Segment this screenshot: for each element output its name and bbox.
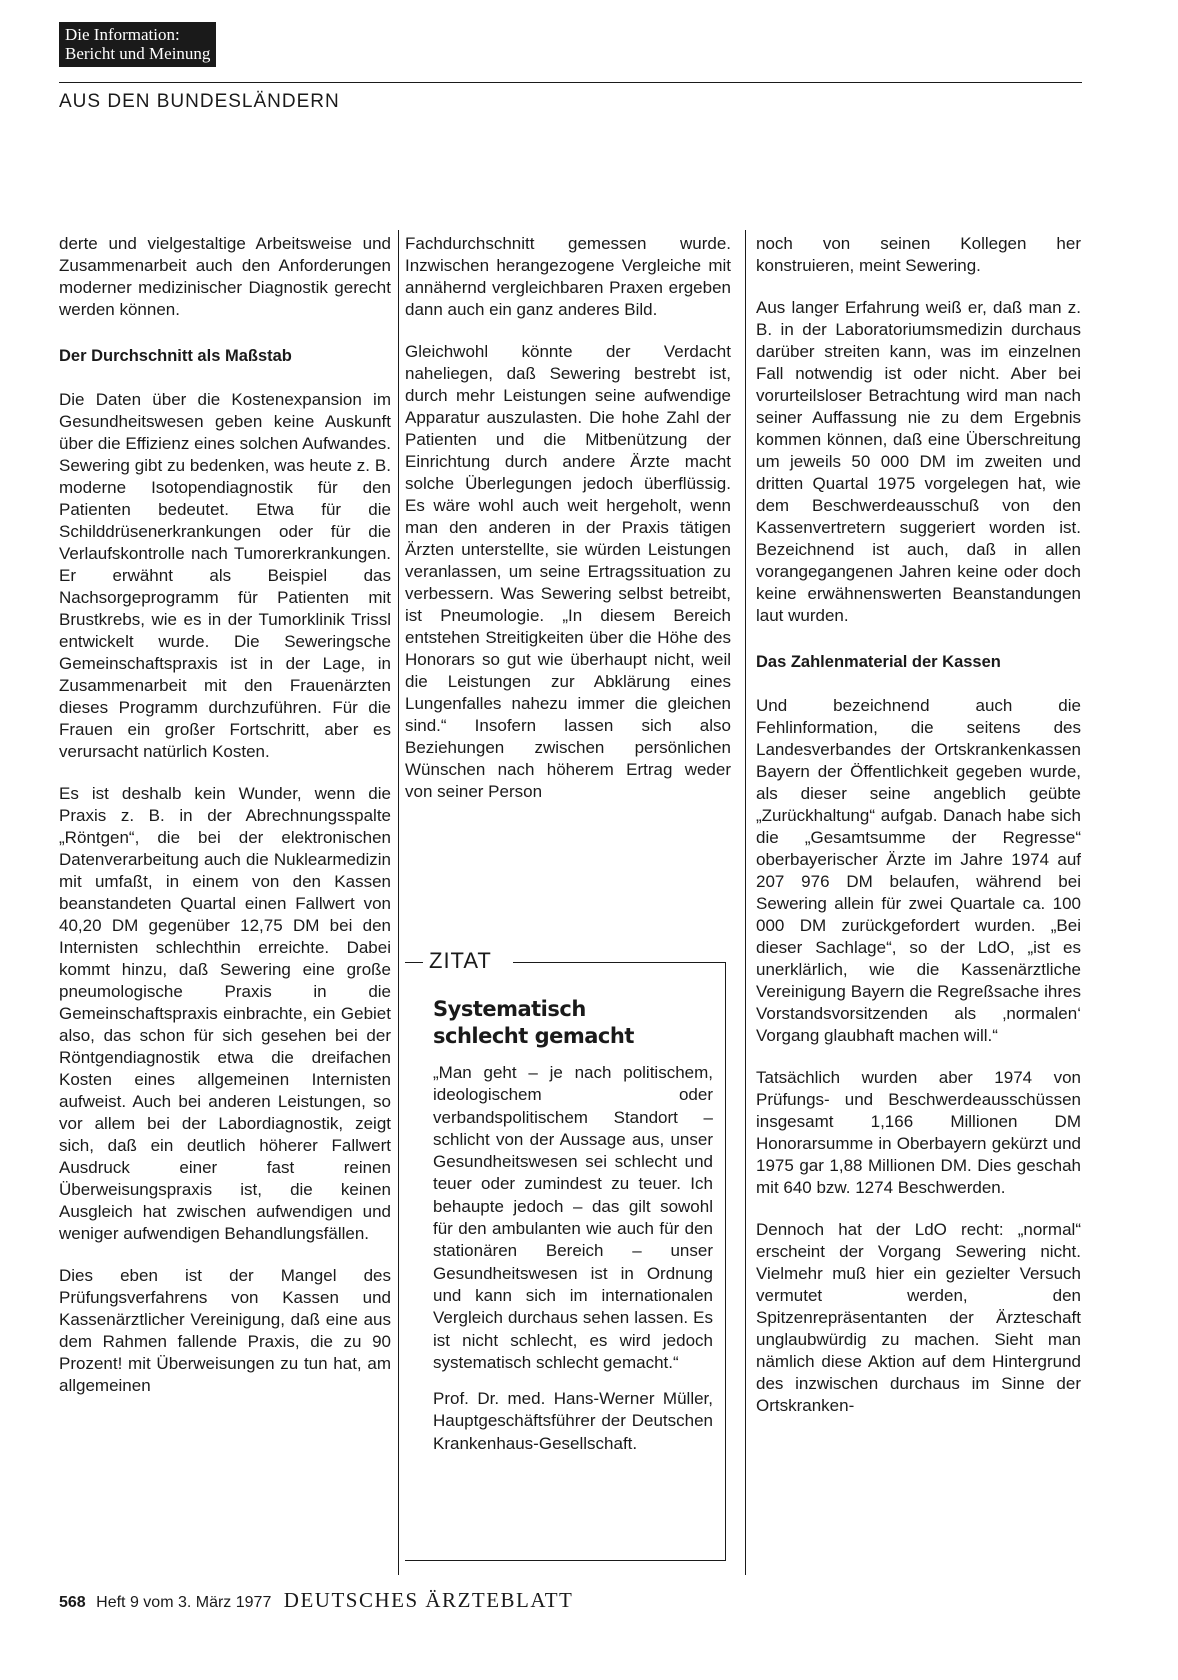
brand-line-1: Die Information: xyxy=(65,25,180,44)
paragraph: Gleichwohl könnte der Verdacht naheliegen, daß Sewering bestrebt ist, durch mehr Leistungen seine aufwendige Apparatur auszulasten. Die hohe Zahl der Patienten und die Mitbenützung der Einrichtung durch andere Ärzte macht solche Überlegungen jedoch überflüssig. Es wäre wohl auch weit hergeholt, wenn man den anderen in der Praxis tätigen Ärzten unterstellte, sie würden Leistungen veranlassen, um seine Ertragssituation zu verbessern. Was Sewering selbst betreibt, ist Pneumologie. „In diesem Bereich entstehen Streitigkeiten über die Höhe des Honorars so gut wie überhaupt nicht, weil die Leistungen zur Abklärung eines Lungenfalles nahezu immer die gleichen sind.“ Insofern lassen sich also Beziehungen zwischen persönlichen Wünschen nach höherem Ertrag weder von seiner Person xyxy=(405,342,731,801)
article-column-1 xyxy=(59,233,391,1417)
column-divider xyxy=(398,230,399,1575)
section-heading: AUS DEN BUNDESLÄNDERN xyxy=(59,91,340,112)
quote-label-text: ZITAT xyxy=(429,948,492,973)
issue-info: Heft 9 vom 3. März 1977 xyxy=(96,1594,272,1611)
paragraph: Dies eben ist der Mangel des Prüfungsverfahrens von Kassen und Kassenärztlicher Vereinigung, daß eine aus dem Rahmen fallende Praxis, die zu 90 Prozent! mit Überweisungen zu tun hat, am allgemeinen xyxy=(59,1266,391,1395)
paragraph: Dennoch hat der LdO recht: „normal“ erscheint der Vorgang Sewering nicht. Vielmehr muß hier ein gezielter Versuch vermutet werden, den Spitzenrepräsentanten der Ärzteschaft unglaubwürdig zu machen. Sieht man nämlich diese Aktion auf dem Hintergrund des inzwischen durchaus im Sinne der Ortskranken- xyxy=(756,1220,1081,1415)
paragraph: Es ist deshalb kein Wunder, wenn die Praxis z. B. in der Abrechnungsspalte „Röntgen“, die bei der elektronischen Datenverarbeitung auch die Nuklearmedizin mit umfaßt, in einem von den Kassen beanstandeten Quartal einen Fallwert von 40,20 DM gegenüber 12,75 DM bei den Internisten schlechthin erreichte. Dabei kommt hinzu, daß Sewering eine große pneumologische Praxis in die Gemeinschaftspraxis einbrachte, ein Gebiet also, das schon für sich gesehen bei der Röntgendiagnostik etwa die dreifachen Kosten eines allgemeinen Internisten aufweist. Auch bei anderen Leistungen, so vor allem bei der Labordiagnostik, zeigt sich, daß ein deutlich höherer Fallwert Ausdruck einer fast reinen Überweisungspraxis ist, die keinen Ausgleich hat zwischen aufwendigen und weniger aufwendigen Behandlungsfällen. xyxy=(59,784,391,1243)
column-divider xyxy=(745,230,746,1575)
paragraph: Aus langer Erfahrung weiß er, daß man z. B. in der Laboratoriumsmedizin durchaus darüber streiten kann, was im einzelnen Fall notwendig ist oder nicht. Aber bei vorurteilsloser Betrachtung wird man nach seiner Auffassung nie zu dem Ergebnis kommen können, daß eine Überschreitung um jeweils 50 000 DM im zweiten und dritten Quartal 1975 vorgelegen hat, wie dem Beschwerdeausschuß von den Kassenvertretern suggeriert worden ist. Bezeichnend ist auch, daß in allen vorangegangenen Jahren keine oder doch keine erwähnenswerten Beanstandungen laut wurden. xyxy=(756,298,1081,625)
quote-title-line-2: schlecht gemacht xyxy=(433,1024,634,1048)
brand-line-2: Bericht und Meinung xyxy=(65,44,211,63)
quote-text: „Man geht – je nach politischem, ideologischem oder verbandspolitischem Standort – schlicht von der Aussage aus, unser Gesundheitswesen sei schlecht und teuer oder zumindest zu teuer. Ich behaupte jedoch – das gilt sowohl für den ambulanten wie auch für den stationären Bereich – unser Gesundheitswesen ist in Ordnung und kann sich im internationalen Vergleich durchaus sehen lassen. Es ist nicht schlecht, es wird jedoch systematisch schlecht gemacht.“ xyxy=(433,1063,713,1372)
quote-box-label xyxy=(405,948,725,976)
quote-title xyxy=(433,996,713,1050)
paragraph: Und bezeichnend auch die Fehlinformation, die seitens des Landesverbandes der Ortskrankenkassen Bayern der Öffentlichkeit gegeben wurde, als dieser seine angeblich geübte „Zurückhaltung“ aufgab. Danach habe sich die „Gesamtsumme der Regresse“ oberbayerischer Ärzte im Jahre 1974 auf 207 976 DM belaufen, während bei Sewering allein für zwei Quartale ca. 100 000 DM zurückgefordert wurden. „Bei dieser Sachlage“, so der LdO, „ist es unerklärlich, wie die Kassenärztliche Vereinigung Bayern die Regreßsache ihres Vorstandsvorsitzenden als ‚normalen‘ Vorgang glaubhaft machen will.“ xyxy=(756,696,1081,1045)
quote-label-rule-right xyxy=(513,962,725,963)
magazine-name: DEUTSCHES ÄRZTEBLATT xyxy=(283,1588,574,1612)
quote-label-rule-left xyxy=(405,962,423,963)
quote-title-line-1: Systematisch xyxy=(433,997,586,1021)
page-number: 568 xyxy=(59,1594,86,1611)
paragraph: derte und vielgestaltige Arbeitsweise und Zusammenarbeit auch den Anforderungen moderner medizinischer Diagnostik gerecht werden können. xyxy=(59,234,391,319)
quote-attribution: Prof. Dr. med. Hans-Werner Müller, Hauptgeschäftsführer der Deutschen Krankenhaus-Gesellschaft. xyxy=(433,1389,713,1453)
quote-box xyxy=(405,948,726,1561)
subheading: Der Durchschnitt als Maßstab xyxy=(59,347,292,365)
subheading: Das Zahlenmaterial der Kassen xyxy=(756,653,1001,671)
article-column-2 xyxy=(405,233,731,823)
paragraph: Die Daten über die Kostenexpansion im Gesundheitswesen geben keine Auskunft über die Effizienz eines solchen Aufwandes. Sewering gibt zu bedenken, was heute z. B. moderne Isotopendiagnostik für den Patienten bedeutet. Etwa für die Schilddrüsenerkrankungen oder für die Verlaufskontrolle nach Tumorerkrankungen. Er erwähnt als Beispiel das Nachsorgeprogramm für Patienten mit Brustkrebs, wie es in der Tumorklinik Trissl entwickelt wurde. Die Seweringsche Gemeinschaftspraxis ist in der Lage, in Zusammenarbeit mit den Frauenärzten dieses Programm durchzuführen. Für die Frauen ein großer Fortschritt, aber es verursacht natürlich Kosten. xyxy=(59,390,391,761)
article-column-3 xyxy=(756,233,1081,1437)
paragraph: noch von seinen Kollegen her konstruieren, meint Sewering. xyxy=(756,234,1081,275)
paragraph: Tatsächlich wurden aber 1974 von Prüfungs- und Beschwerdeausschüssen insgesamt 1,166 Millionen DM Honorarsumme in Oberbayern gekürzt und 1975 gar 1,88 Millionen DM. Dies geschah mit 640 bzw. 1274 Beschwerden. xyxy=(756,1068,1081,1197)
header-rule xyxy=(59,82,1082,83)
section-brand-label xyxy=(59,22,216,67)
quote-body xyxy=(433,1062,713,1469)
page-footer xyxy=(59,1588,573,1613)
paragraph: Fachdurchschnitt gemessen wurde. Inzwischen herangezogene Vergleiche mit annähernd vergleichbaren Praxen ergeben dann auch ein ganz anderes Bild. xyxy=(405,234,731,319)
